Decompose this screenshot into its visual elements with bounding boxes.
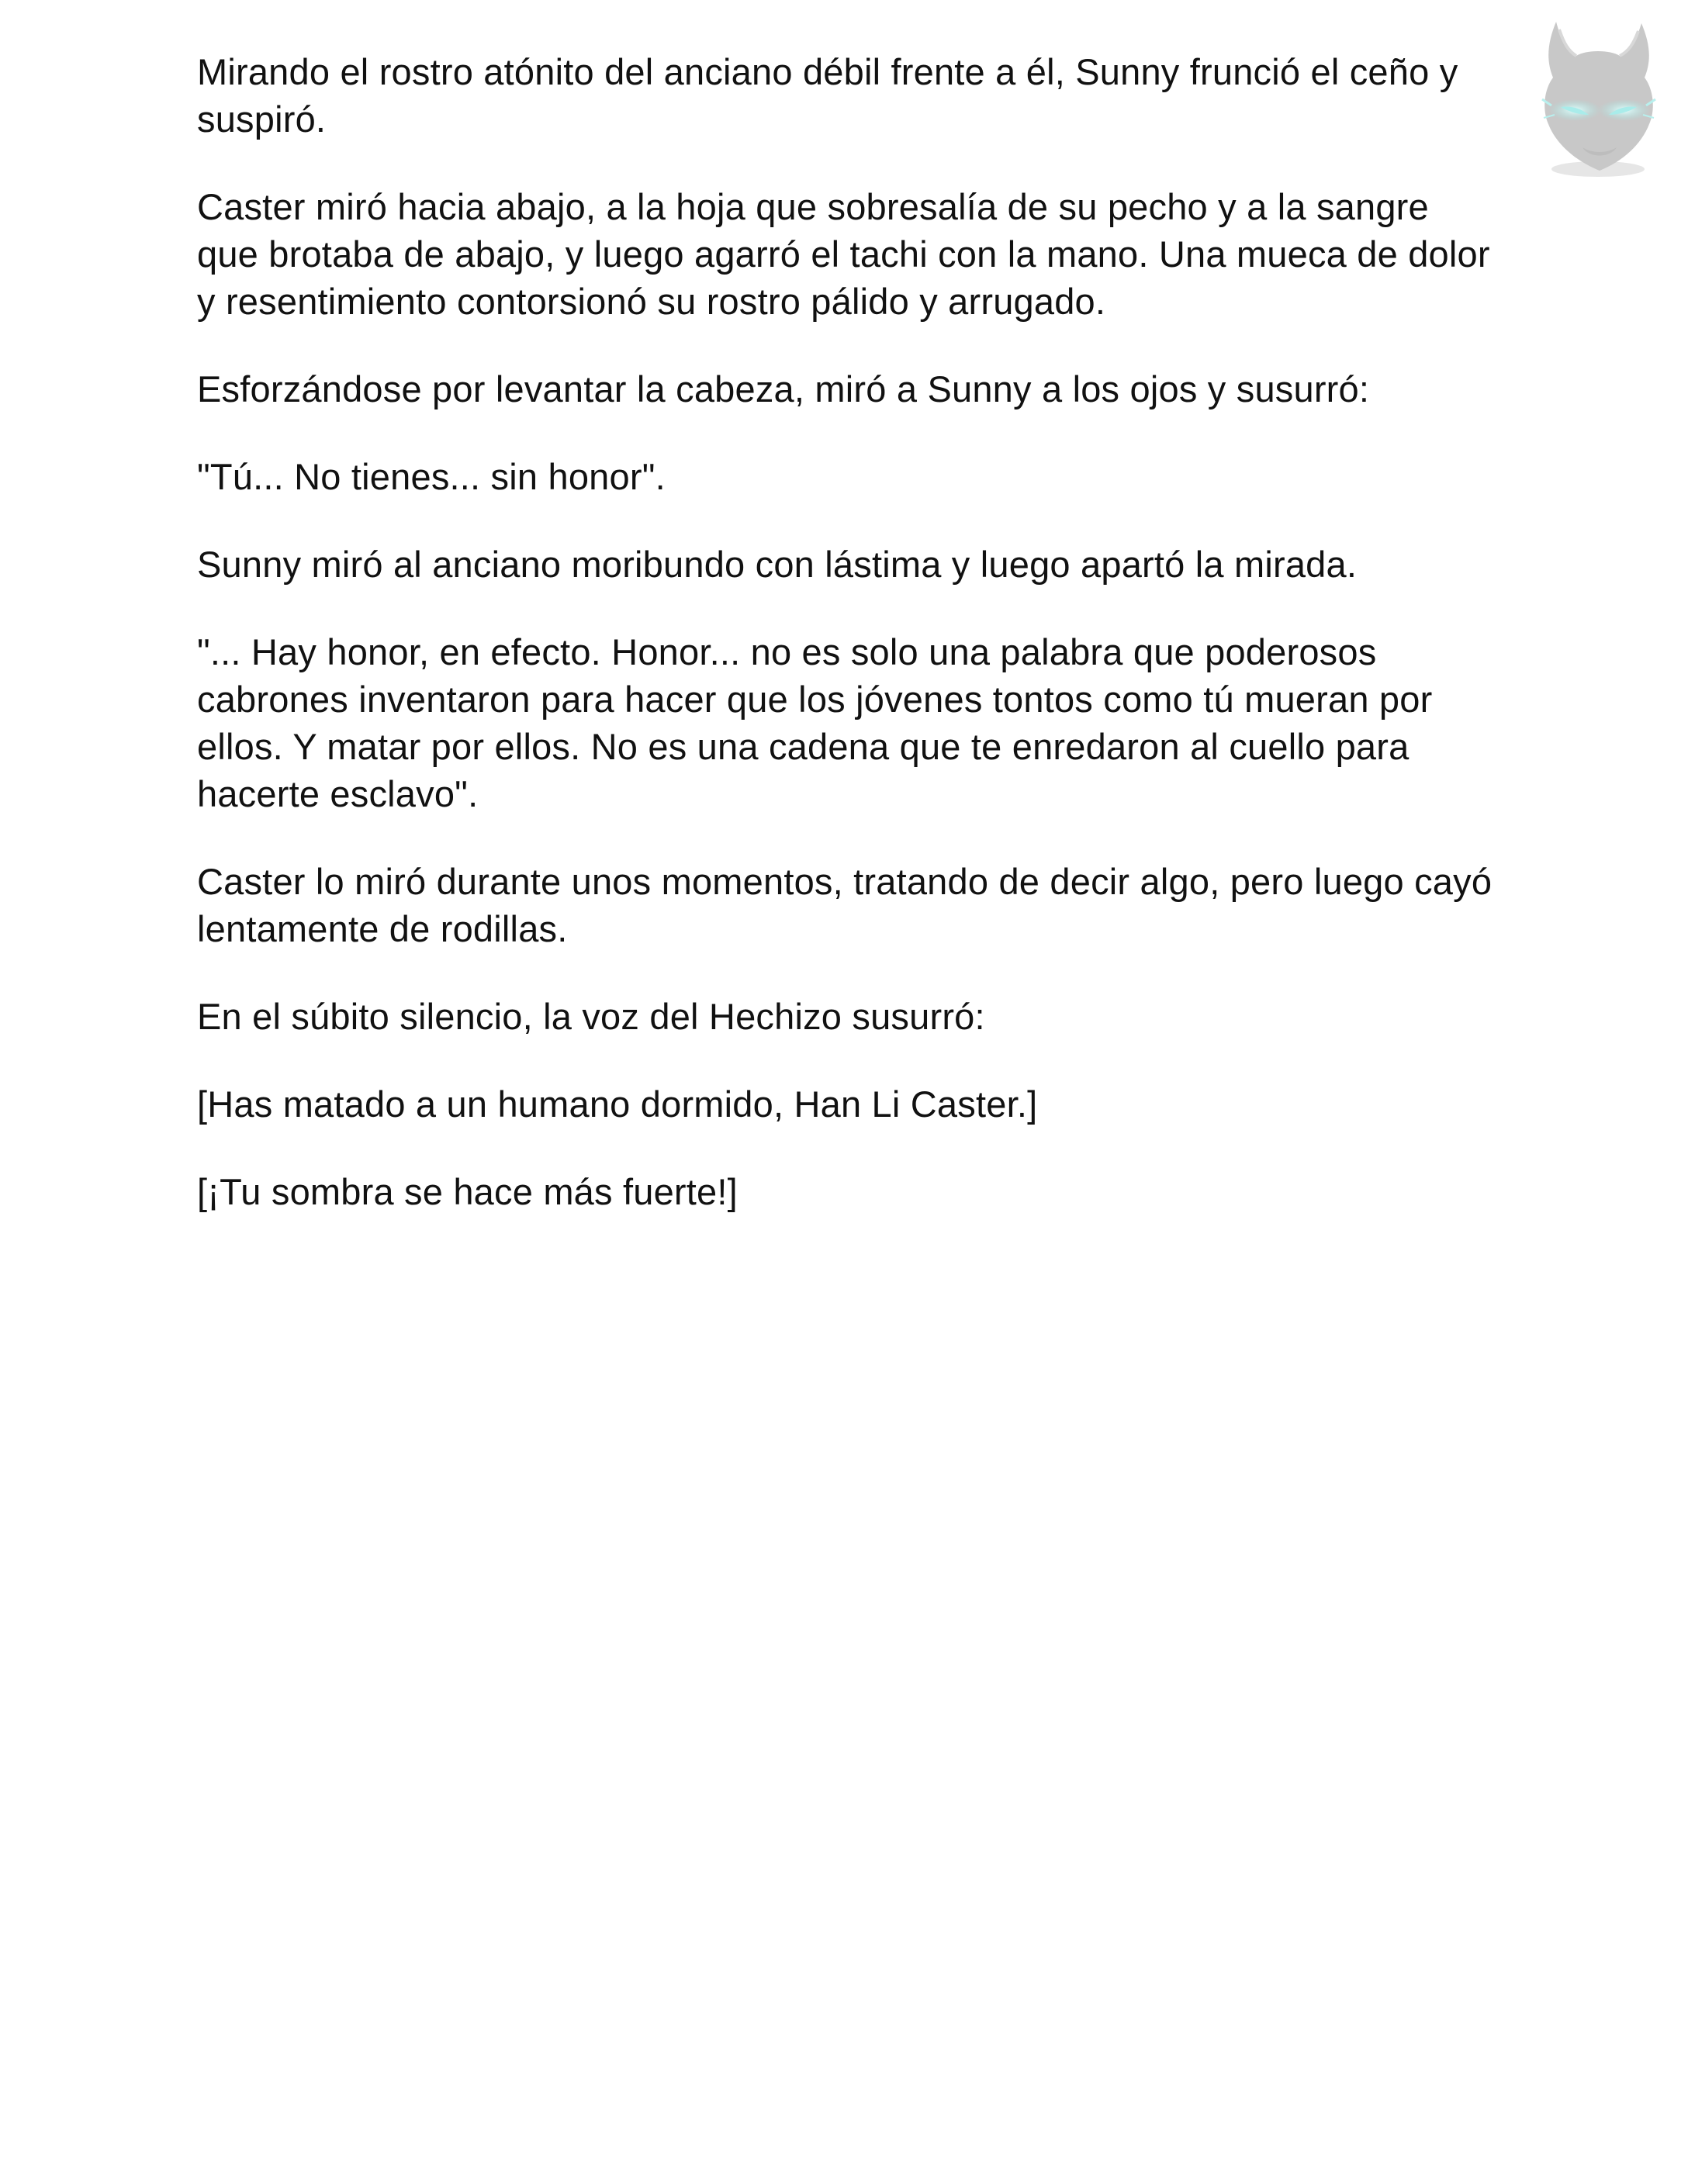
paragraph-4: "Tú... No tienes... sin honor". bbox=[197, 456, 666, 497]
paragraph-3: Esforzándose por levantar la cabeza, miró a Sunny a los ojos y susurró: bbox=[197, 368, 1370, 410]
document-body bbox=[197, 48, 1500, 1256]
paragraph-2: Caster miró hacia abajo, a la hoja que sobresalía de su pecho y a la sangre que brotaba de abajo, y luego agarró el tachi con la mano. Una mueca de dolor y resentimiento contorsionó su rostro pálido y arrugado. bbox=[197, 186, 1490, 322]
paragraph-1: Mirando el rostro atónito del anciano débil frente a él, Sunny frunció el ceño y suspiró. bbox=[197, 51, 1458, 140]
paragraph-9: [Has matado a un humano dormido, Han Li Caster.] bbox=[197, 1083, 1038, 1125]
paragraph-5: Sunny miró al anciano moribundo con lástima y luego apartó la mirada. bbox=[197, 544, 1358, 585]
horned-demon-head-icon bbox=[1520, 16, 1676, 186]
paragraph-10: [¡Tu sombra se hace más fuerte!] bbox=[197, 1171, 738, 1212]
paragraph-8: En el súbito silencio, la voz del Hechizo susurró: bbox=[197, 996, 985, 1037]
paragraph-7: Caster lo miró durante unos momentos, tratando de decir algo, pero luego cayó lentamente de rodillas. bbox=[197, 861, 1493, 949]
paragraph-6: "... Hay honor, en efecto. Honor... no es solo una palabra que poderosos cabrones inventaron para hacer que los jóvenes tontos como tú mueran por ellos. Y matar por ellos. No es una cadena que te enredaron al cuello para hacerte esclavo". bbox=[197, 631, 1433, 814]
